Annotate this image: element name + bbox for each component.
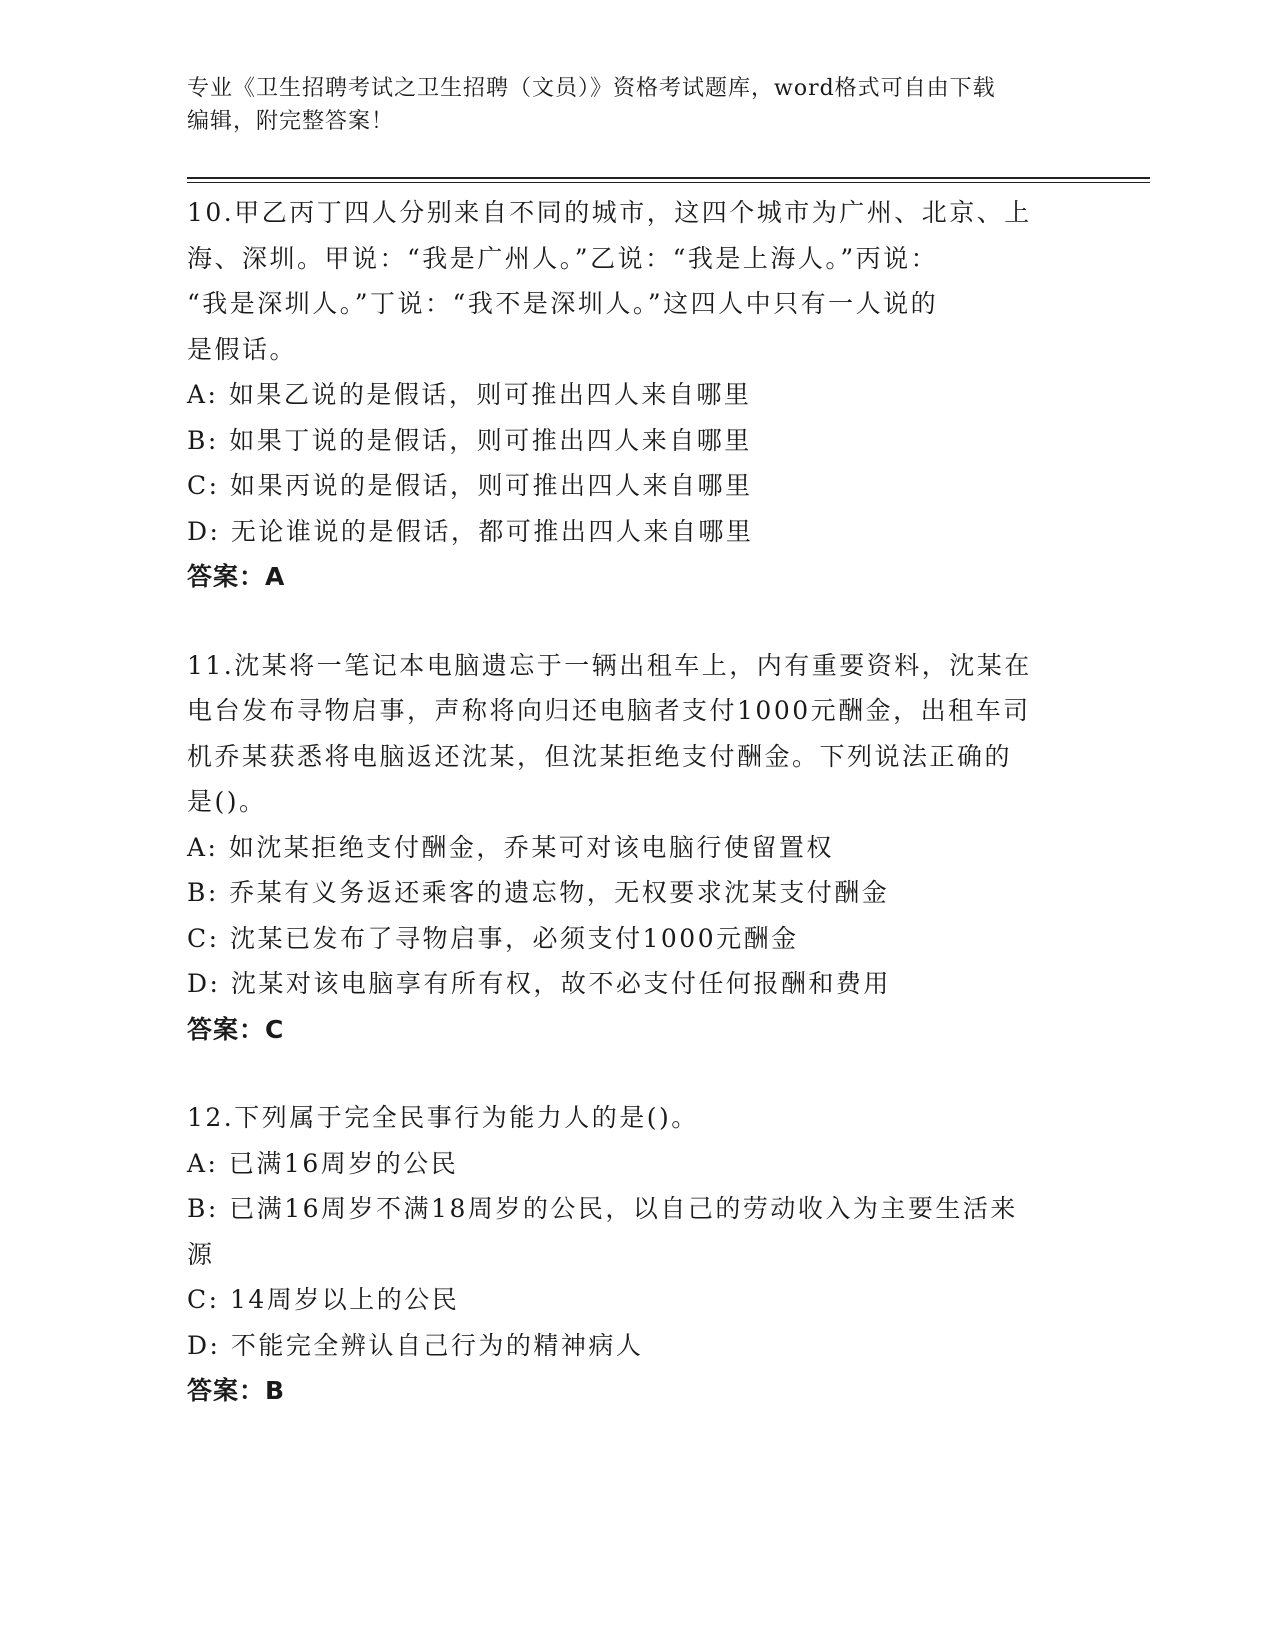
question-stem-line: 机乔某获悉将电脑返还沈某，但沈某拒绝支付酬金。下列说法正确的 — [187, 741, 1013, 771]
header-line-1: 专业《卫生招聘考试之卫生招聘（文员）》资格考试题库，word格式可自由下载 — [187, 76, 996, 101]
question-stem-line: 12.下列属于完全民事行为能力人的是()。 — [187, 1103, 699, 1132]
option-b: B: 乔某有义务返还乘客的遗忘物，无权要求沈某支付酬金 — [187, 878, 890, 907]
question-12 — [187, 1095, 1067, 1414]
option-d: D: 无论谁说的是假话，都可推出四人来自哪里 — [187, 516, 754, 546]
option-a: A: 如沈某拒绝支付酬金，乔某可对该电脑行使留置权 — [187, 832, 834, 862]
question-stem-line: 是()。 — [187, 787, 267, 816]
option-d: D: 不能完全辨认自己行为的精神病人 — [187, 1330, 644, 1360]
option-a: A: 如果乙说的是假话，则可推出四人来自哪里 — [187, 380, 752, 409]
option-b: B: 已满16周岁不满18周岁的公民，以自己的劳动收入为主要生活来 — [187, 1194, 1018, 1223]
question-list — [187, 190, 1067, 1457]
answer-label: 答案：A — [187, 562, 286, 591]
answer-label: 答案：B — [187, 1376, 286, 1405]
option-c: C: 沈某已发布了寻物启事，必须支付1000元酬金 — [187, 923, 799, 953]
question-11 — [187, 643, 1067, 1053]
question-stem-line: 海、深圳。甲说：“我是广州人。”乙说：“我是上海人。”丙说： — [187, 243, 939, 273]
option-d: D: 沈某对该电脑享有所有权，故不必支付任何报酬和费用 — [187, 969, 891, 998]
option-c: C: 如果丙说的是假话，则可推出四人来自哪里 — [187, 471, 753, 500]
header-line-2: 编辑，附完整答案！ — [187, 109, 395, 134]
option-c: C: 14周岁以上的公民 — [187, 1285, 460, 1314]
option-a: A: 已满16周岁的公民 — [187, 1148, 459, 1178]
question-stem-line: 11.沈某将一笔记本电脑遗忘于一辆出租车上，内有重要资料，沈某在 — [187, 650, 1032, 680]
answer-label: 答案：C — [187, 1014, 285, 1044]
document-header — [187, 72, 1067, 138]
question-stem-line: 是假话。 — [187, 334, 298, 364]
header-divider-thick — [187, 177, 1150, 179]
header-divider-thin — [187, 182, 1150, 183]
question-10 — [187, 190, 1067, 600]
question-stem-line: 10.甲乙丙丁四人分别来自不同的城市，这四个城市为广州、北京、上 — [187, 198, 1032, 227]
question-stem-line: 电台发布寻物启事，声称将向归还电脑者支付1000元酬金，出租车司 — [187, 696, 1031, 725]
option-b: B: 如果丁说的是假话，则可推出四人来自哪里 — [187, 425, 752, 455]
question-stem-line: “我是深圳人。”丁说：“我不是深圳人。”这四人中只有一人说的 — [187, 289, 939, 318]
option-b-continued: 源 — [187, 1239, 215, 1269]
